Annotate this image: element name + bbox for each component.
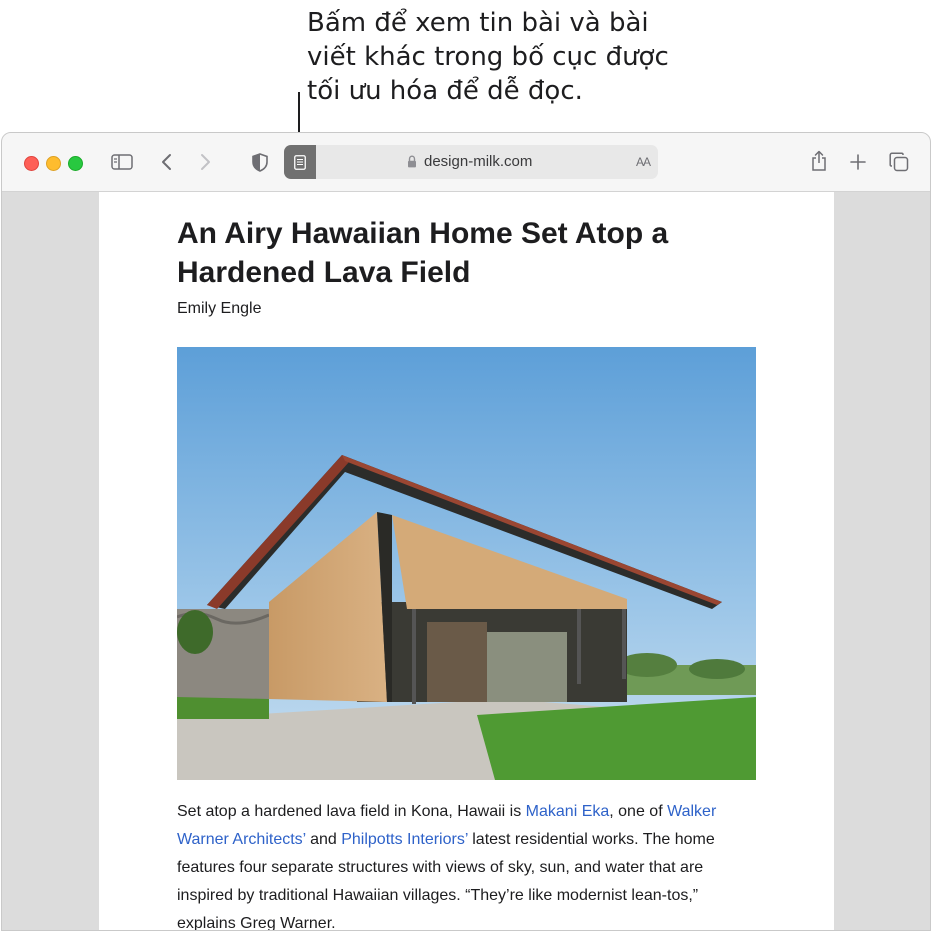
callout-line-2: viết khác trong bố cục được [307, 42, 669, 72]
url-text: design-milk.com [424, 153, 533, 170]
privacy-shield-icon[interactable] [249, 150, 271, 174]
reader-view-button[interactable] [284, 145, 316, 179]
body-text-segment: Set atop a hardened lava field in Kona, Hawaii is [177, 803, 526, 820]
toolbar [2, 133, 930, 192]
close-window-button[interactable] [24, 156, 39, 171]
share-icon[interactable] [808, 148, 830, 174]
forward-icon[interactable] [196, 150, 216, 174]
sidebar-icon[interactable] [110, 151, 134, 173]
browser-window [1, 132, 931, 931]
body-text-segment: latest residential works. The home features four separate structures with views of sky, sun, and water that are inspired by traditional Hawaiian villages. “They’re like modernist lean-tos,” explains Greg Warner. [177, 831, 715, 931]
link-philpotts-interiors[interactable]: Philpotts Interiors’ [341, 831, 468, 848]
back-icon[interactable] [156, 150, 176, 174]
body-text-segment: and [305, 831, 342, 848]
article-hero-image [177, 347, 756, 780]
callout-line-1: Bấm để xem tin bài và bài [307, 8, 649, 38]
text-size-button[interactable]: AA [635, 155, 650, 169]
new-tab-icon[interactable] [848, 151, 868, 173]
body-text-segment: , one of [609, 803, 668, 820]
article-title: An Airy Hawaiian Home Set Atop a Hardened Lava Field [177, 217, 669, 289]
lock-icon [407, 155, 417, 168]
reader-icon [294, 155, 306, 170]
callout-line-3: tối ưu hóa để dễ đọc. [307, 76, 583, 106]
minimize-window-button[interactable] [46, 156, 61, 171]
article-body-paragraph [177, 798, 757, 931]
tab-overview-icon[interactable] [888, 150, 910, 174]
reader-page [99, 192, 834, 931]
link-walker-warner-architects[interactable]: Walker Warner Architects’ [177, 803, 717, 848]
callout-text [307, 6, 707, 108]
fullscreen-window-button[interactable] [68, 156, 83, 171]
address-bar[interactable] [284, 145, 658, 179]
article-author: Emily Engle [177, 300, 262, 317]
link-makani-eka[interactable]: Makani Eka [525, 803, 610, 820]
